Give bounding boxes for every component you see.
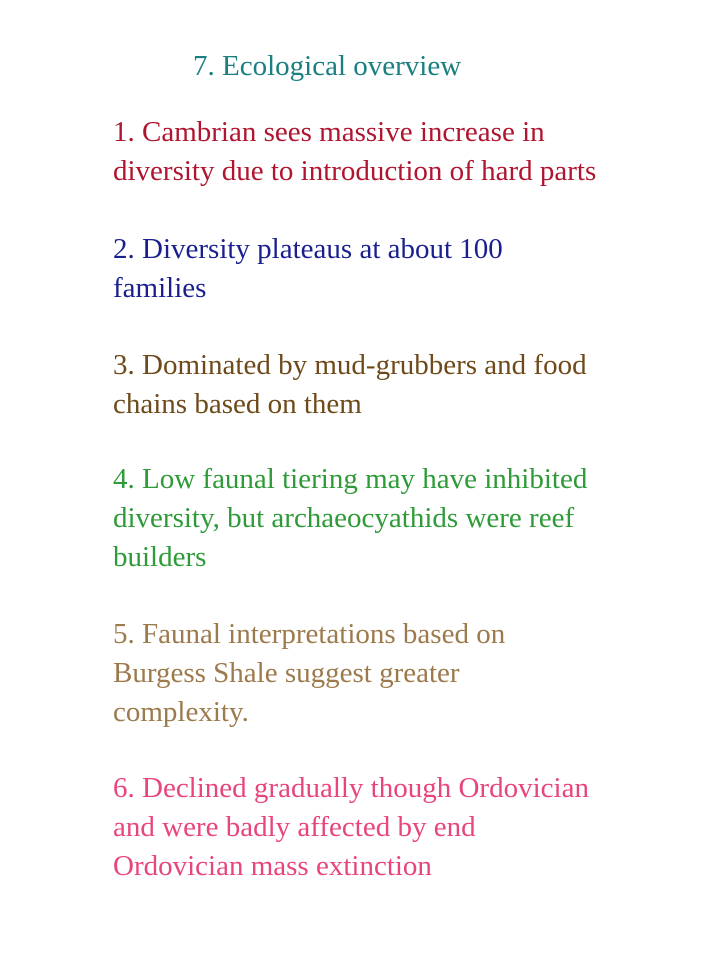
point-3-line-2: chains based on them	[113, 388, 362, 420]
point-2	[113, 230, 673, 308]
point-4-line-2: diversity, but archaeocyathids were reef	[113, 502, 575, 534]
point-1-line-1: 1. Cambrian sees massive increase in	[113, 116, 545, 148]
point-3	[113, 346, 673, 424]
point-6-line-3: Ordovician mass extinction	[113, 850, 432, 882]
point-3-line-1: 3. Dominated by mud-grubbers and food	[113, 349, 587, 381]
point-6-line-2: and were badly affected by end	[113, 811, 476, 843]
point-4	[113, 460, 673, 577]
point-4-line-1: 4. Low faunal tiering may have inhibited	[113, 463, 588, 495]
point-2-line-2: families	[113, 272, 207, 304]
point-2-line-1: 2. Diversity plateaus at about 100	[113, 233, 503, 265]
point-4-line-3: builders	[113, 541, 207, 573]
point-1	[113, 113, 673, 191]
point-6-line-1: 6. Declined gradually though Ordovician	[113, 772, 589, 804]
point-5	[113, 615, 673, 732]
point-1-line-2: diversity due to introduction of hard parts	[113, 155, 597, 187]
point-5-line-1: 5. Faunal interpretations based on	[113, 618, 506, 650]
slide-title: 7. Ecological overview	[193, 50, 462, 82]
point-6	[113, 769, 673, 886]
point-5-line-3: complexity.	[113, 696, 249, 728]
point-5-line-2: Burgess Shale suggest greater	[113, 657, 460, 689]
